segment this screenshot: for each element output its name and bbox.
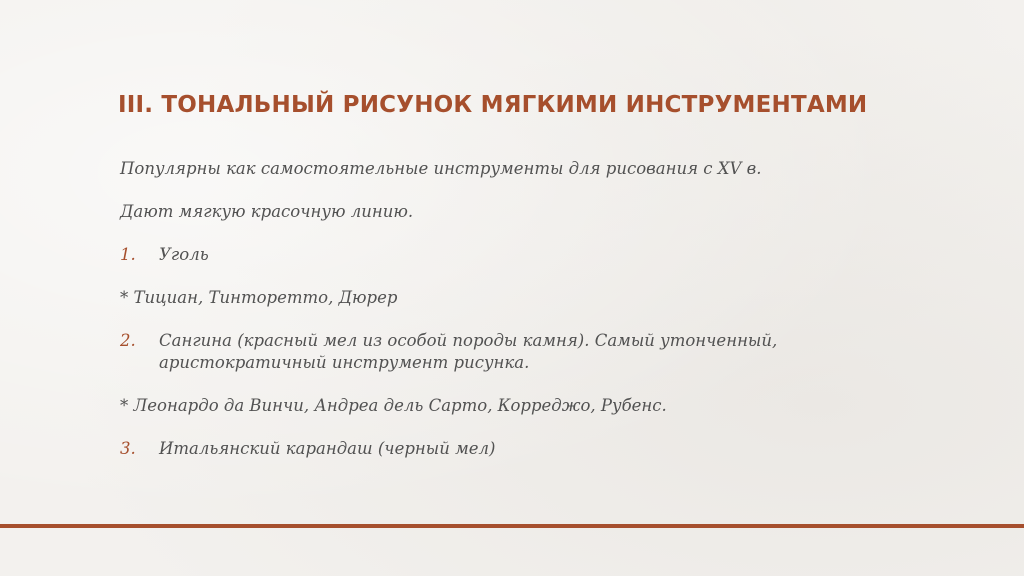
artists-note: * Леонардо да Винчи, Андреа дель Сарто, Корреджо, Рубенс. (120, 396, 667, 415)
numbered-item (120, 330, 900, 374)
slide-title: III. ТОНАЛЬНЫЙ РИСУНОК МЯГКИМИ ИНСТРУМЕНТАМИ (118, 92, 868, 118)
item-text: Сангина (красный мел из особой породы камня). Самый утонченный, аристократичный инструмент рисунка. (159, 331, 778, 372)
numbered-item (120, 438, 900, 460)
item-text: Итальянский карандаш (черный мел) (159, 439, 496, 458)
item-number: 3. (120, 439, 136, 458)
item-text: Уголь (159, 245, 209, 264)
artists-note: * Тициан, Тинторетто, Дюрер (120, 288, 398, 307)
slide-body (120, 158, 900, 481)
body-paragraph: Дают мягкую красочную линию. (120, 202, 414, 221)
item-number: 1. (120, 245, 136, 264)
item-number: 2. (120, 331, 136, 350)
bottom-divider (0, 524, 1024, 528)
numbered-item (120, 244, 900, 266)
body-paragraph: Популярны как самостоятельные инструменты для рисования с XV в. (120, 159, 762, 178)
